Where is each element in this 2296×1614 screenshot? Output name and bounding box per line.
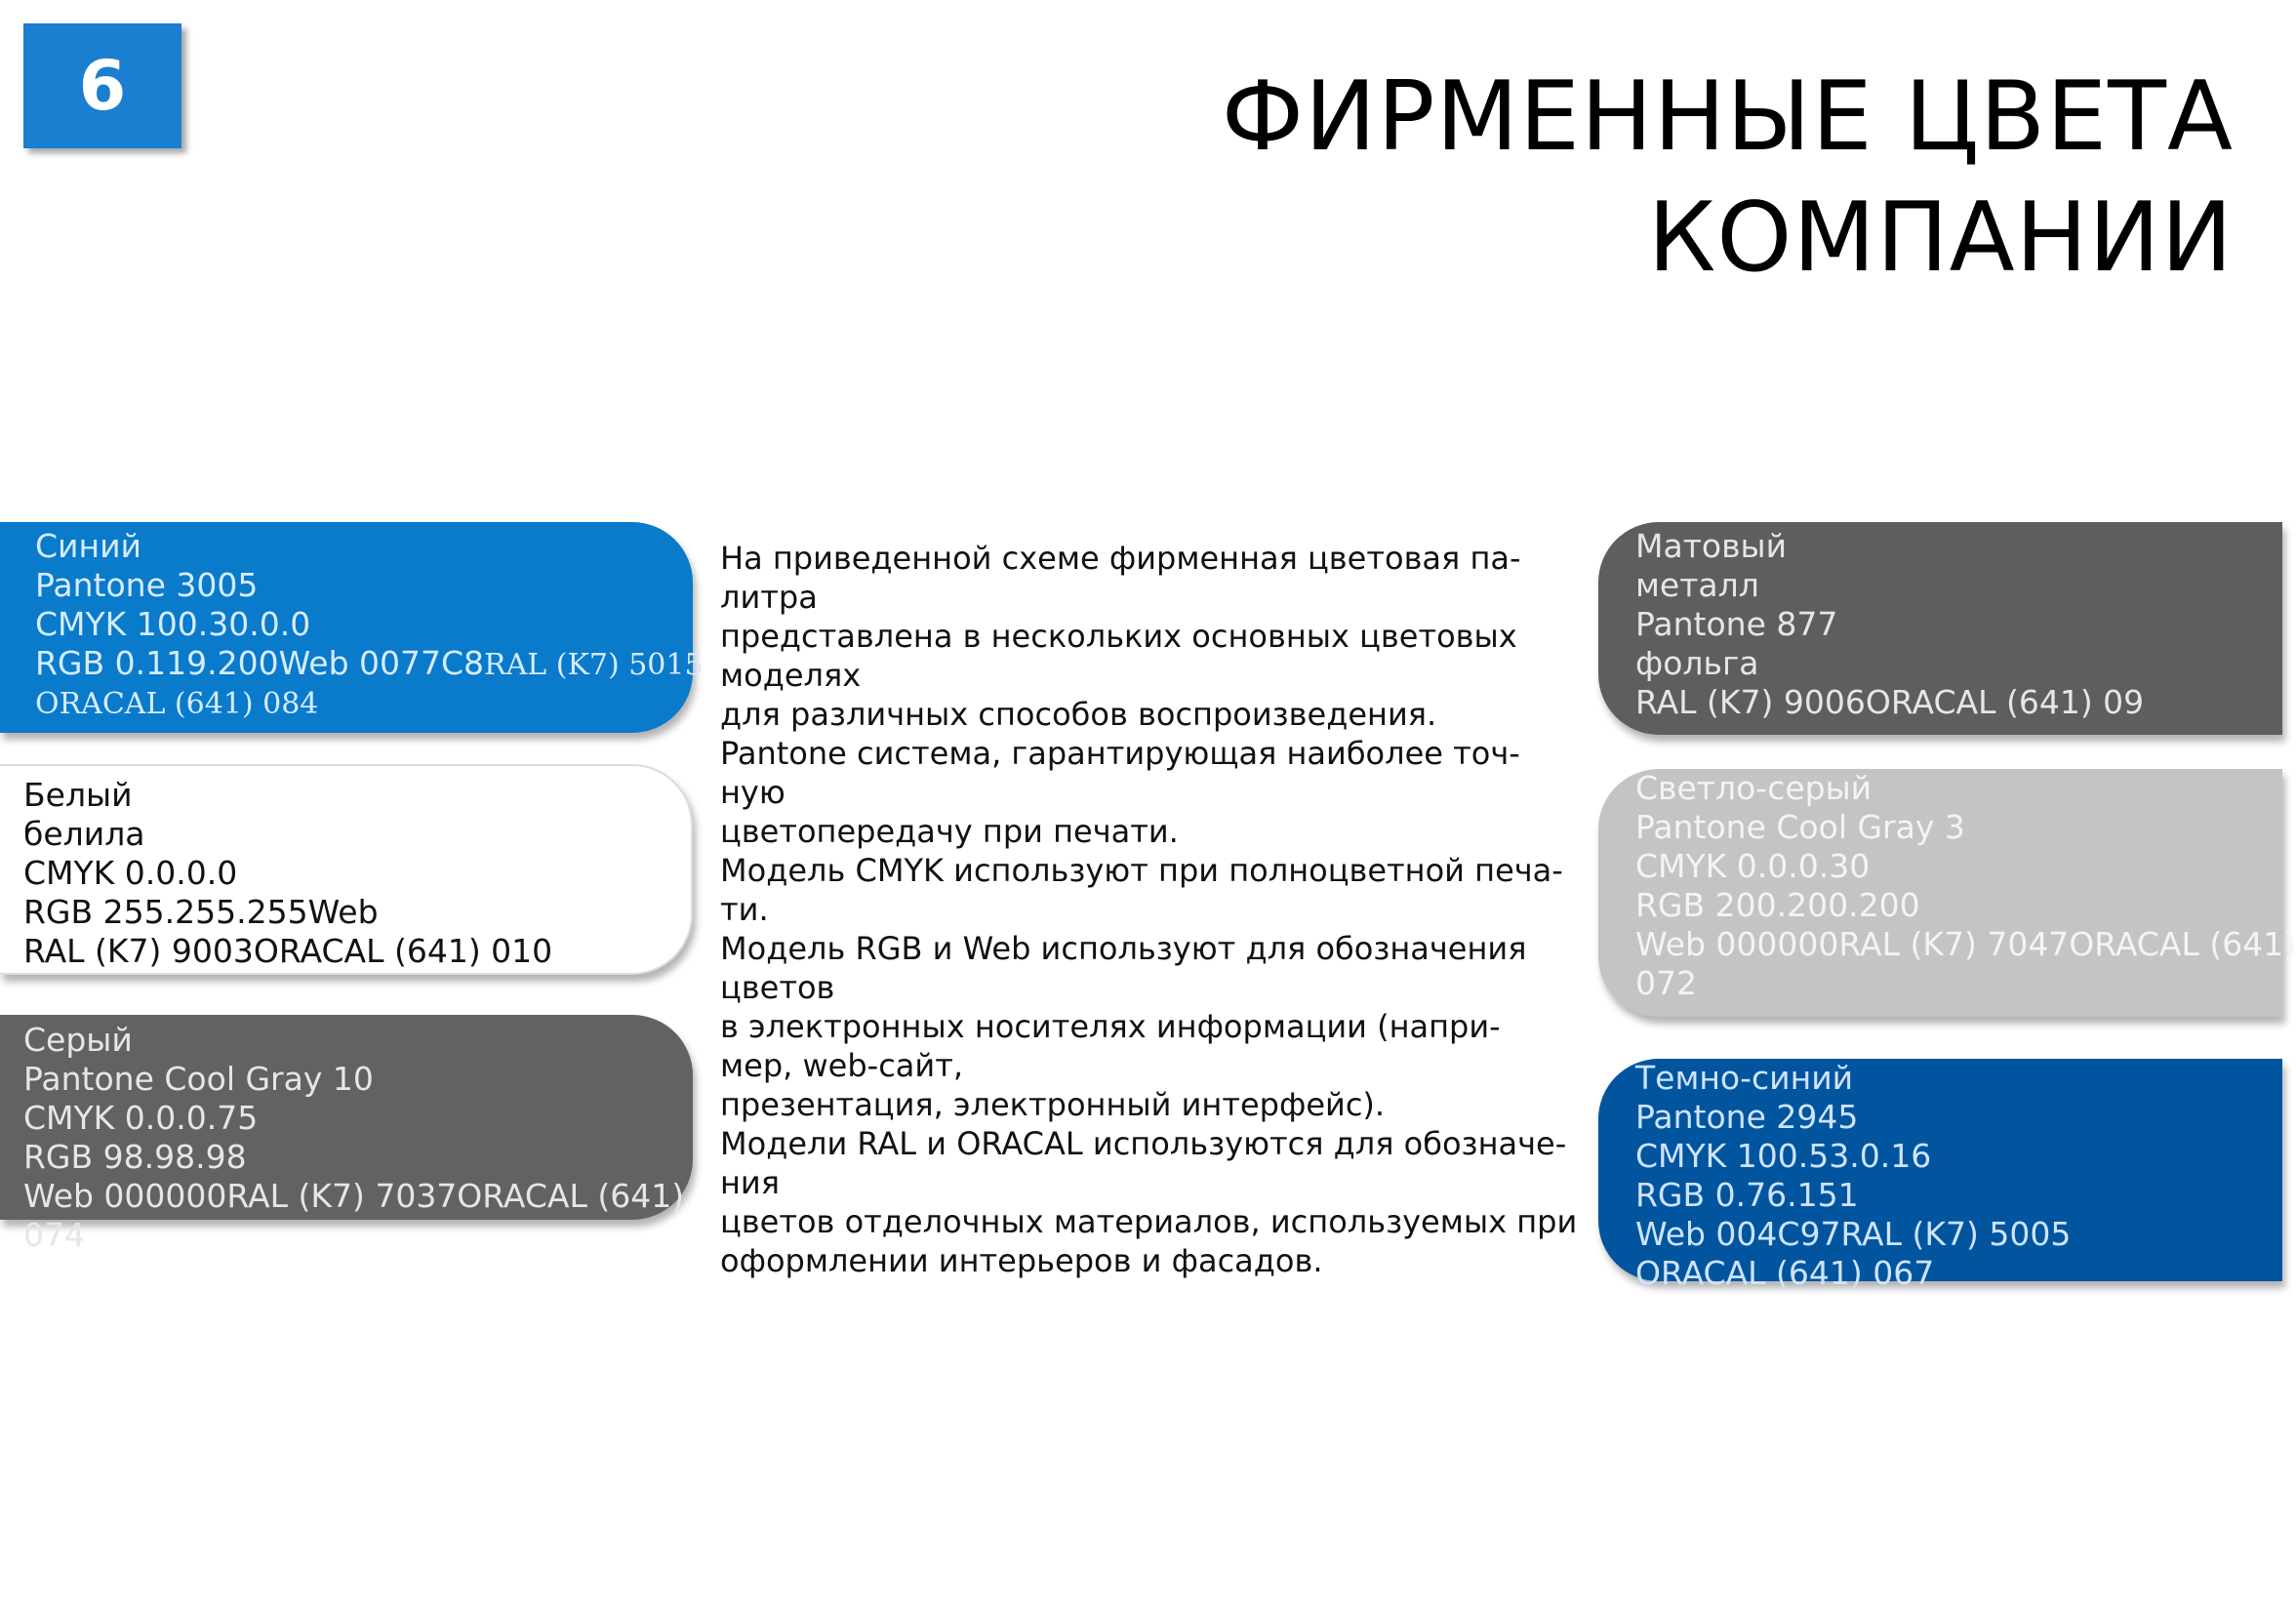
swatch-cmyk: CMYK 0.0.0.30: [1635, 847, 1871, 885]
swatch-rgb: RGB 200.200.200: [1635, 886, 1920, 924]
description-line: На приведенной схеме фирменная цветовая па-: [720, 540, 1521, 577]
description-line: мер, web-сайт,: [720, 1047, 964, 1084]
swatch-dark-blue: [1598, 1059, 2282, 1292]
swatch-pantone: Pantone Cool Gray 10: [23, 1060, 374, 1098]
description-line: ную: [720, 774, 785, 811]
swatch-white: [0, 764, 693, 975]
swatch-matte-metal: [1598, 522, 2282, 735]
description-line: для различных способов воспроизведения.: [720, 696, 1437, 733]
description-line: ти.: [720, 891, 769, 928]
page-number-badge: 6: [23, 23, 181, 148]
description-line: Pantone система, гарантирующая наиболее точ-: [720, 735, 1520, 772]
description-line: Модели RAL и ORACAL используются для обозначе-: [720, 1125, 1567, 1162]
swatch-name: Матовый: [1635, 527, 1788, 565]
swatch-oracal-tail: 072: [1635, 964, 1697, 1002]
swatch-ral: RAL (K7) 5015: [484, 648, 704, 682]
page-title-line-2: КОМПАНИИ: [1647, 182, 2234, 294]
swatch-name-2: металл: [1635, 566, 1759, 604]
swatch-pantone: Pantone 877: [1635, 605, 1838, 643]
swatch-pantone: Pantone 2945: [1635, 1098, 1859, 1136]
swatch-cmyk: CMYK 0.0.0.75: [23, 1099, 259, 1137]
swatch-rgb-web-ral: [35, 644, 704, 685]
description-line: презентация, электронный интерфейс).: [720, 1086, 1386, 1123]
swatch-rgb: RGB 0.76.151: [1635, 1176, 1859, 1214]
swatch-name: Серый: [23, 1021, 133, 1059]
swatch-blue: [0, 522, 704, 733]
swatch-oracal: ORACAL (641) 067: [1635, 1254, 1935, 1292]
description-line: цветов отделочных материалов, используемых при: [720, 1203, 1578, 1240]
description-line: представлена в нескольких основных цветовых: [720, 618, 1517, 655]
swatch-ral-oracal: RAL (K7) 9006ORACAL (641) 09: [1635, 683, 2145, 721]
description-line: литра: [720, 579, 818, 616]
swatch-web-ral-oracal: Web 000000RAL (K7) 7037ORACAL (641): [23, 1177, 685, 1215]
swatch-name: Синий: [35, 527, 141, 565]
swatch-subname: фольга: [1635, 644, 1759, 682]
swatch-cmyk: CMYK 100.53.0.16: [1635, 1137, 1932, 1175]
description-line: цветопередачу при печати.: [720, 813, 1179, 850]
swatch-web-ral-oracal: Web 000000RAL (K7) 7047ORACAL (641): [1635, 925, 2296, 963]
swatch-rgb-web: RGB 0.119.200Web 0077C8: [35, 644, 485, 682]
swatch-cmyk: CMYK 0.0.0.0: [23, 854, 238, 892]
palette-description: [720, 539, 1579, 1280]
swatch-ral-oracal: RAL (K7) 9003ORACAL (641) 010: [23, 932, 553, 970]
swatch-web-ral: Web 004C97RAL (K7) 5005: [1635, 1215, 2072, 1253]
page-title-line-1: ФИРМЕННЫЕ ЦВЕТА: [1221, 61, 2234, 173]
swatch-name: Светло-серый: [1635, 769, 1873, 807]
swatch-name: Темно-синий: [1635, 1059, 1854, 1097]
description-line: оформлении интерьеров и фасадов.: [720, 1242, 1323, 1279]
swatch-cmyk: CMYK 100.30.0.0: [35, 605, 311, 643]
swatch-oracal: ORACAL (641) 084: [35, 687, 319, 721]
swatch-rgb: RGB 98.98.98: [23, 1138, 247, 1176]
swatch-pantone: Pantone 3005: [35, 566, 259, 604]
swatch-rgb-web: RGB 255.255.255Web: [23, 893, 379, 931]
description-line: в электронных носителях информации (напри-: [720, 1008, 1501, 1045]
swatch-subname: белила: [23, 815, 145, 853]
description-line: Модель RGB и Web используют для обозначения: [720, 930, 1527, 967]
description-line: Модель CMYK используют при полноцветной печа-: [720, 852, 1563, 889]
description-line: ния: [720, 1164, 780, 1201]
swatch-light-gray: [1598, 769, 2296, 1017]
swatch-name: Белый: [23, 776, 133, 814]
page-title: [1063, 57, 2234, 299]
swatch-gray: [0, 1015, 693, 1254]
swatch-pantone: Pantone Cool Gray 3: [1635, 808, 1965, 846]
description-line: моделях: [720, 657, 862, 694]
swatch-oracal-tail: 074: [23, 1216, 85, 1254]
description-line: цветов: [720, 969, 835, 1006]
